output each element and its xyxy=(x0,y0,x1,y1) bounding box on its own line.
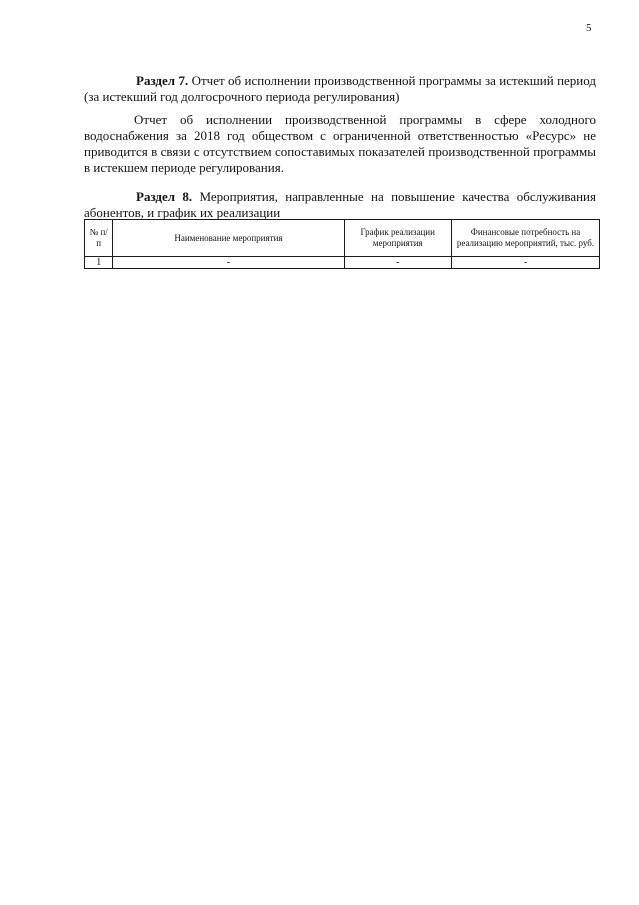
section7-body: Отчет об исполнении производственной программы в сфере холодного водоснабжения за 2018 год обществом с ограниченной ответственностью «Ресурс» не приводится в связи с отсутствием сопоставимых показателей производственной программы в истекшем периоде регулирования. xyxy=(84,112,596,175)
cell-finance: - xyxy=(451,257,599,269)
section7-title: Отчет об исполнении производственной программы за истекший период (за истекший год долгосрочного периода регулирования) xyxy=(84,73,597,104)
section8-title: Мероприятия, направленные на повышение качества обслуживания абонентов, и график их реализации xyxy=(84,189,596,220)
header-finance: Финансовые потребность на реализацию мероприятий, тыс. руб. xyxy=(451,220,599,257)
section8-label: Раздел 8. xyxy=(136,189,193,204)
cell-name: - xyxy=(113,257,344,269)
header-num: № п/п xyxy=(85,220,113,257)
page-number: 5 xyxy=(586,22,592,34)
section7-heading xyxy=(84,73,596,105)
cell-num: 1 xyxy=(85,257,113,269)
measures-table xyxy=(84,219,600,269)
cell-schedule: - xyxy=(344,257,451,269)
section8-heading xyxy=(84,189,596,221)
table-row xyxy=(85,257,600,269)
table-header-row xyxy=(85,220,600,257)
header-schedule: График реализации мероприятия xyxy=(344,220,451,257)
header-name: Наименование мероприятия xyxy=(113,220,344,257)
section7-label: Раздел 7. xyxy=(136,73,189,88)
